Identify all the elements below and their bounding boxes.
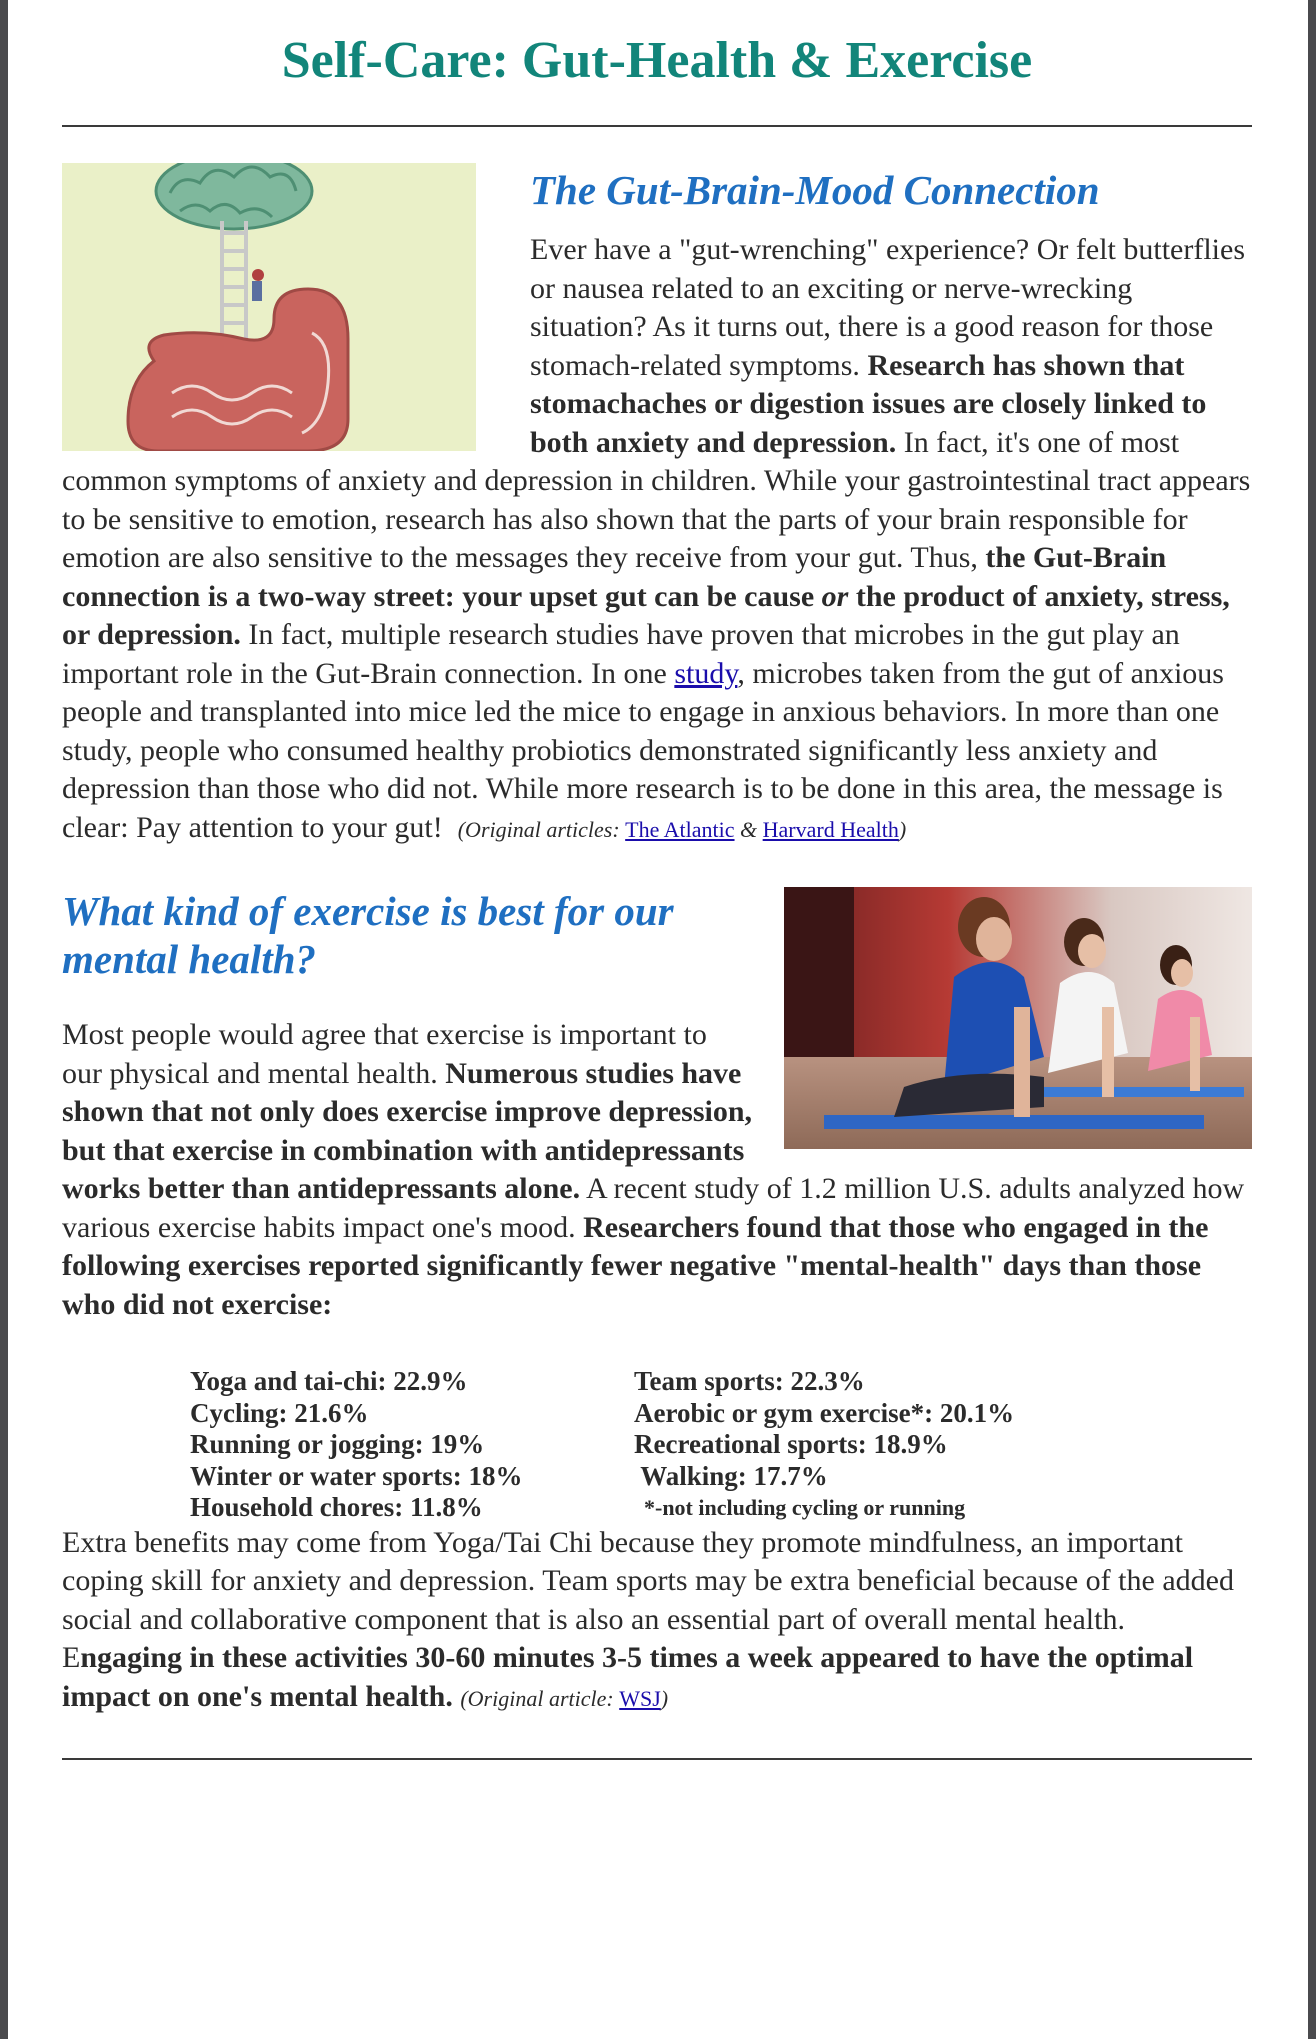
gut-emphasis-or: or: [821, 579, 849, 613]
stat-aerobic: Aerobic or gym exercise*: 20.1%: [634, 1397, 1015, 1428]
stat-winter-water: Winter or water sports: 18%: [190, 1460, 523, 1491]
the-atlantic-link[interactable]: The Atlantic: [625, 816, 735, 842]
study-link[interactable]: study: [674, 656, 738, 690]
title-divider: [62, 125, 1252, 127]
yoga-class-photo: [784, 887, 1252, 1149]
exercise-stats-list: [190, 1366, 1252, 1524]
harvard-health-link[interactable]: Harvard Health: [762, 816, 899, 842]
yoga-class-photo-graphic: [784, 887, 1252, 1149]
stat-running: Running or jogging: 19%: [190, 1429, 485, 1459]
window-edge-left: [0, 0, 8, 2039]
gut-cite-amp: &: [734, 816, 763, 842]
stat-recreational: Recreational sports: 18.9%: [634, 1429, 948, 1459]
gut-text-3: In fact, multiple research studies have proven that microbes in the gut play an important role in the Gut-Brain connection. In one: [62, 618, 1180, 690]
bottom-divider: [62, 1758, 1252, 1760]
stat-walking: Walking: 17.7%: [634, 1460, 828, 1491]
page-title: Self-Care: Gut-Health & Exercise: [281, 32, 1033, 89]
exercise-cite-prefix: (Original article:: [460, 1685, 620, 1711]
gut-text-4: , microbes taken from the gut of anxious people and transplanted into mice led the mice to engage in anxious behaviors. In more than one study, people who consumed healthy probiotics demonstrated significantly less anxiety and depression than those who did not. While more research is to be done in this area, the message is clear: Pay attention to your gut!: [62, 656, 1224, 844]
gut-brain-heading: The Gut-Brain-Mood Connection: [530, 167, 1100, 213]
exercise-emphasis-2: Researchers found that those who engaged in the following exercises reported significantly fewer negative "mental-health" days than those who did not exercise:: [62, 1210, 1209, 1321]
wsj-link[interactable]: WSJ: [619, 1685, 661, 1711]
window-edge-right: [1308, 0, 1316, 2039]
gut-emphasis-2a: the Gut-Brain connection is a two-way street: your upset gut can be cause: [62, 541, 1167, 613]
gut-emphasis-2b: the product of anxiety, stress, or depression.: [62, 579, 1230, 651]
gut-emphasis-1: Research has shown that stomachaches or digestion issues are closely linked to both anxiety and depression.: [530, 348, 1207, 459]
gut-brain-section: [62, 163, 1252, 849]
stats-footnote: *-not including cycling or running: [644, 1495, 966, 1520]
gut-brain-illustration: [62, 163, 476, 451]
stat-yoga: Yoga and tai-chi: 22.9%: [190, 1366, 468, 1396]
closing-text: Extra benefits may come from Yoga/Tai Chi because they promote mindfulness, an important coping skill for anxiety and depression. Team sports may be extra beneficial because of the added social and collaborative component that is also an essential part of overall mental health. E: [62, 1525, 1234, 1674]
newsletter-page: [62, 0, 1252, 1760]
exercise-cite-suffix: ): [660, 1685, 669, 1711]
gut-cite-prefix: (Original articles:: [457, 816, 626, 842]
gut-text-2: In fact, it's one of most common symptoms of anxiety and depression in children. While your gastrointestinal tract appears to be sensitive to emotion, research has also shown that the parts of your brain responsible for emotion are also sensitive to the messages they receive from your gut. Thus,: [62, 425, 1251, 574]
stat-household: Household chores: 11.8%: [190, 1492, 483, 1522]
gut-brain-illustration-graphic: [62, 163, 476, 451]
gut-citation: [458, 817, 906, 842]
exercise-emphasis-1: Numerous studies have shown that not only does exercise improve depression, but that exercise in combination with antidepressants works better than antidepressants alone.: [62, 1056, 753, 1205]
stats-column-left: [190, 1366, 634, 1524]
exercise-text-1: Most people would agree that exercise is important to our physical and mental health.: [62, 1018, 707, 1090]
closing-paragraph: [62, 1524, 1252, 1719]
closing-emphasis: ngaging in these activities 30-60 minutes 3-5 times a week appeared to have the optimal impact on one's mental health.: [62, 1641, 1194, 1713]
exercise-text-2: A recent study of 1.2 million U.S. adults analyzed how various exercise habits impact one's mood.: [62, 1172, 1245, 1244]
gut-cite-suffix: ): [898, 816, 907, 842]
gut-text-1: Ever have a "gut-wrenching" experience? Or felt butterflies or nausea related to an exciting or nerve-wrecking situation? As it turns out, there is a good reason for those stomach-related symptoms.: [530, 233, 1245, 382]
stat-cycling: Cycling: 21.6%: [190, 1397, 369, 1428]
exercise-citation: [460, 1686, 668, 1711]
stat-team-sports: Team sports: 22.3%: [634, 1366, 865, 1396]
exercise-heading: What kind of exercise is best for our mental health?: [62, 888, 674, 982]
exercise-section: [62, 879, 1252, 1718]
stats-column-right: [634, 1366, 1194, 1524]
